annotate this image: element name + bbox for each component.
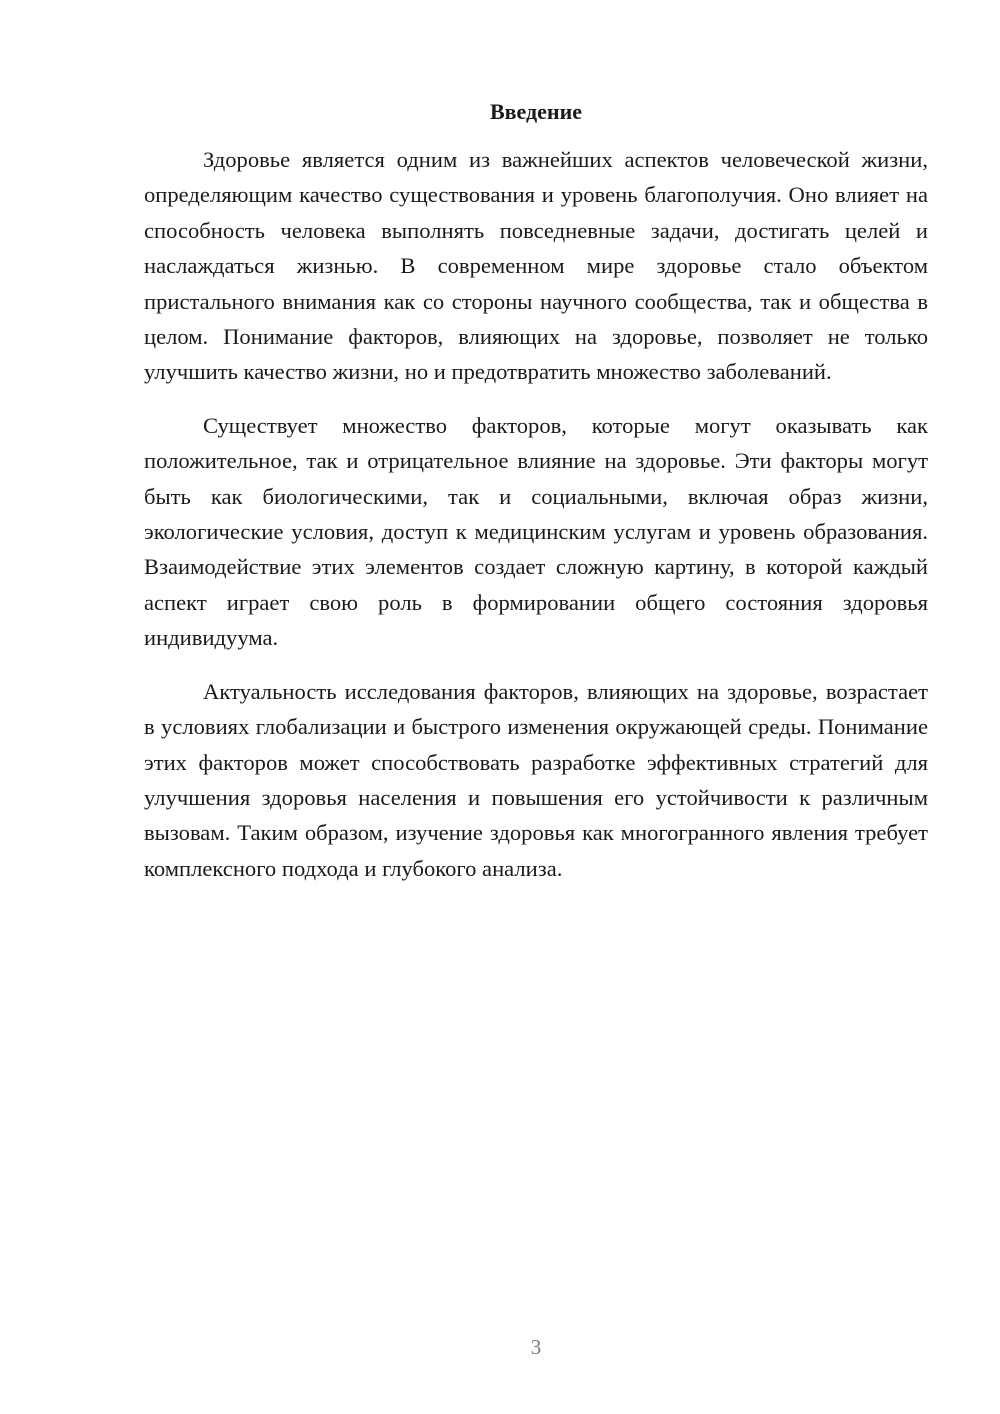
paragraph-2: Существует множество факторов, которые могут оказывать как положительное, так и отрицательное влияние на здоровье. Эти факторы могут быть как биологическими, так и социальными, включая образ жизни, экологические условия, доступ к медицинским услугам и уровень образования. Взаимодействие этих элементов создает сложную картину, в которой каждый аспект играет свою роль в формировании общего состояния здоровья индивидуума. [144,412,928,651]
page-number: 3 [530,1335,542,1359]
body-text [144,142,928,886]
paragraph-1: Здоровье является одним из важнейших аспектов человеческой жизни, определяющим качество существования и уровень благополучия. Оно влияет на способность человека выполнять повседневные задачи, достигать целей и наслаждаться жизнью. В современном мире здоровье стало объектом пристального внимания как со стороны научного сообщества, так и общества в целом. Понимание факторов, влияющих на здоровье, позволяет не только улучшить качество жизни, но и предотвратить множество заболеваний. [144,147,928,385]
paragraph-3: Актуальность исследования факторов, влияющих на здоровье, возрастает в условиях глобализации и быстрого изменения окружающей среды. Понимание этих факторов может способствовать разработке эффективных стратегий для улучшения здоровья населения и повышения его устойчивости к различным вызовам. Таким образом, изучение здоровья как многогранного явления требует комплексного подхода и глубокого анализа. [144,678,928,881]
page-title: Введение [489,99,583,124]
